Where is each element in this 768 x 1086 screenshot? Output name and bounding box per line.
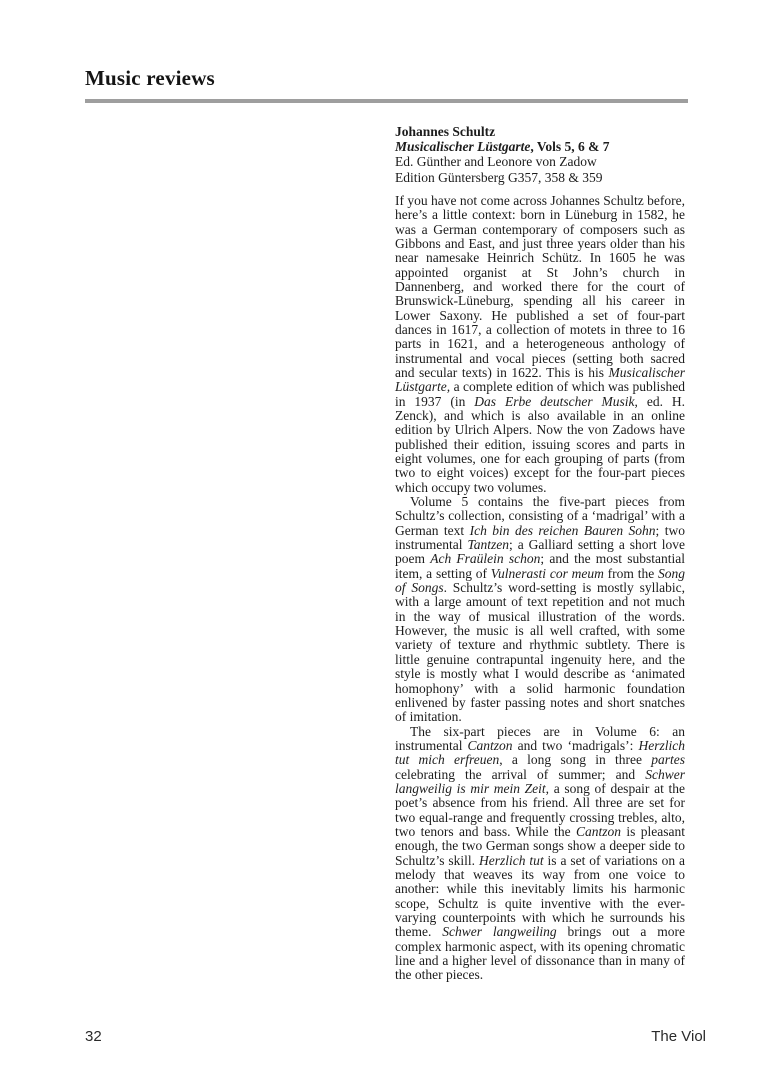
text-run: , a song of despair at the poet’s absence from his friend. All three are set for two equal-range and frequently crossing trebles, alto, two tenors and bass. While the	[395, 780, 685, 839]
text-run: brings out a more complex harmonic aspect, with its opening chromatic line and a higher level of dissonance than in many of the other pieces.	[395, 924, 685, 983]
italic-text-run: Musicalischer Lüstgarte,	[395, 364, 685, 395]
text-run: is pleasant enough, the two German songs show a deeper side to Schultz’s skill.	[395, 823, 685, 868]
italic-text-run: Ach Fraülein schon	[430, 551, 541, 567]
text-run: Volume 5 contains the five-part pieces from Schultz’s collection, consisting of a ‘madrigal’ with a German text	[395, 494, 685, 538]
page-title: Music reviews	[85, 66, 215, 90]
review-paragraph	[395, 495, 685, 725]
text-run: If you have not come across Johannes Schultz before, here’s a little context: born in Lüneburg in 1582, he was a German contemporary of composers such as Gibbons and East, and just three years older than his near namesake Heinrich Schütz. In 1605 he was appointed organist at St John’s church in Dannenberg, and worked there for the court of Brunswick-Lüneburg, spending all his career in Lower Saxony. He published a set of four-part dances in 1617, a collection of motets in three to 16 parts in 1621, and a heterogeneous anthology of instrumental and vocal pieces (setting both sacred and secular texts) in 1622. This is his	[395, 192, 685, 380]
review-edition: Edition Güntersberg G357, 358 & 359	[395, 169, 603, 185]
review-paragraph	[395, 194, 685, 495]
italic-text-run: Schwer langweiling	[442, 924, 557, 940]
review-body	[395, 194, 685, 983]
text-run: from the	[603, 565, 658, 581]
italic-text-run: Cantzon	[575, 823, 621, 839]
review-column	[395, 124, 685, 983]
text-run: ; two instrumental	[395, 522, 685, 553]
text-run: ; and the most substantial item, a setting of	[395, 551, 685, 581]
text-run: is a set of variations on a melody that weaves its way from one voice to another: while this inevitably limits his harmonic scope, Schultz is quite inventive with the ever-varying counterpoints with which he surrounds his theme.	[395, 852, 686, 940]
text-run: , a long song in three	[499, 752, 652, 768]
text-run: . Schultz’s word-setting is mostly syllabic, with a large amount of text repetition and not much in the way of musical illustration of the words. However, the music is all well crafted, with some variety of texture and rhythmic subtlety. There is little genuine contrapuntal ingenuity here, and the style is mostly what I would describe as ‘animated homophony’ with a solid harmonic foundation enlivened by faster passing notes and short snatches of imitation.	[395, 580, 685, 725]
text-run: a complete edition of which was published in 1937 (in	[395, 379, 685, 409]
review-work-title-suffix: , Vols 5, 6 & 7	[530, 139, 610, 155]
review-editors: Ed. Günther and Leonore von Zadow	[395, 154, 597, 170]
text-run: celebrating the arrival of summer; and	[395, 766, 646, 782]
journal-title: The Viol	[651, 1028, 706, 1045]
header-double-rule	[85, 99, 688, 103]
page-number: 32	[85, 1028, 102, 1045]
italic-text-run: Herzlich tut mich erfreuen	[395, 737, 685, 768]
italic-text-run: Das Erbe deutscher Musik	[474, 393, 635, 409]
italic-text-run: Schwer langweilig is mir mein Zeit	[395, 766, 685, 796]
review-paragraph	[395, 725, 685, 983]
review-author: Johannes Schultz	[395, 124, 496, 139]
italic-text-run: Vulnerasti cor meum	[490, 565, 604, 581]
italic-text-run: Tantzen	[467, 537, 509, 553]
italic-text-run: Cantzon	[467, 737, 513, 753]
text-run: ; a Galliard setting a short love poem	[395, 537, 685, 567]
italic-text-run: Song of Songs	[395, 565, 685, 596]
text-run: The six-part pieces are in Volume 6: an instrumental	[395, 723, 685, 753]
review-work-title	[395, 139, 685, 154]
text-run: and two ‘madrigals’:	[512, 737, 639, 753]
review-work-title-italic: Musicalischer Lüstgarte	[395, 139, 531, 155]
text-run: , ed. H. Zenck), and which is also available in an online edition by Ulrich Alpers. Now the von Zadows have published their edition, issuing scores and parts in eight volumes, one for each grouping of parts (from two to eight voices) except for the four-part pieces which occupy two volumes.	[395, 393, 685, 495]
italic-text-run: Herzlich tut	[478, 852, 544, 868]
italic-text-run: partes	[651, 752, 685, 768]
italic-text-run: Ich bin des reichen Bauren Sohn	[469, 522, 656, 538]
review-heading	[395, 124, 685, 185]
